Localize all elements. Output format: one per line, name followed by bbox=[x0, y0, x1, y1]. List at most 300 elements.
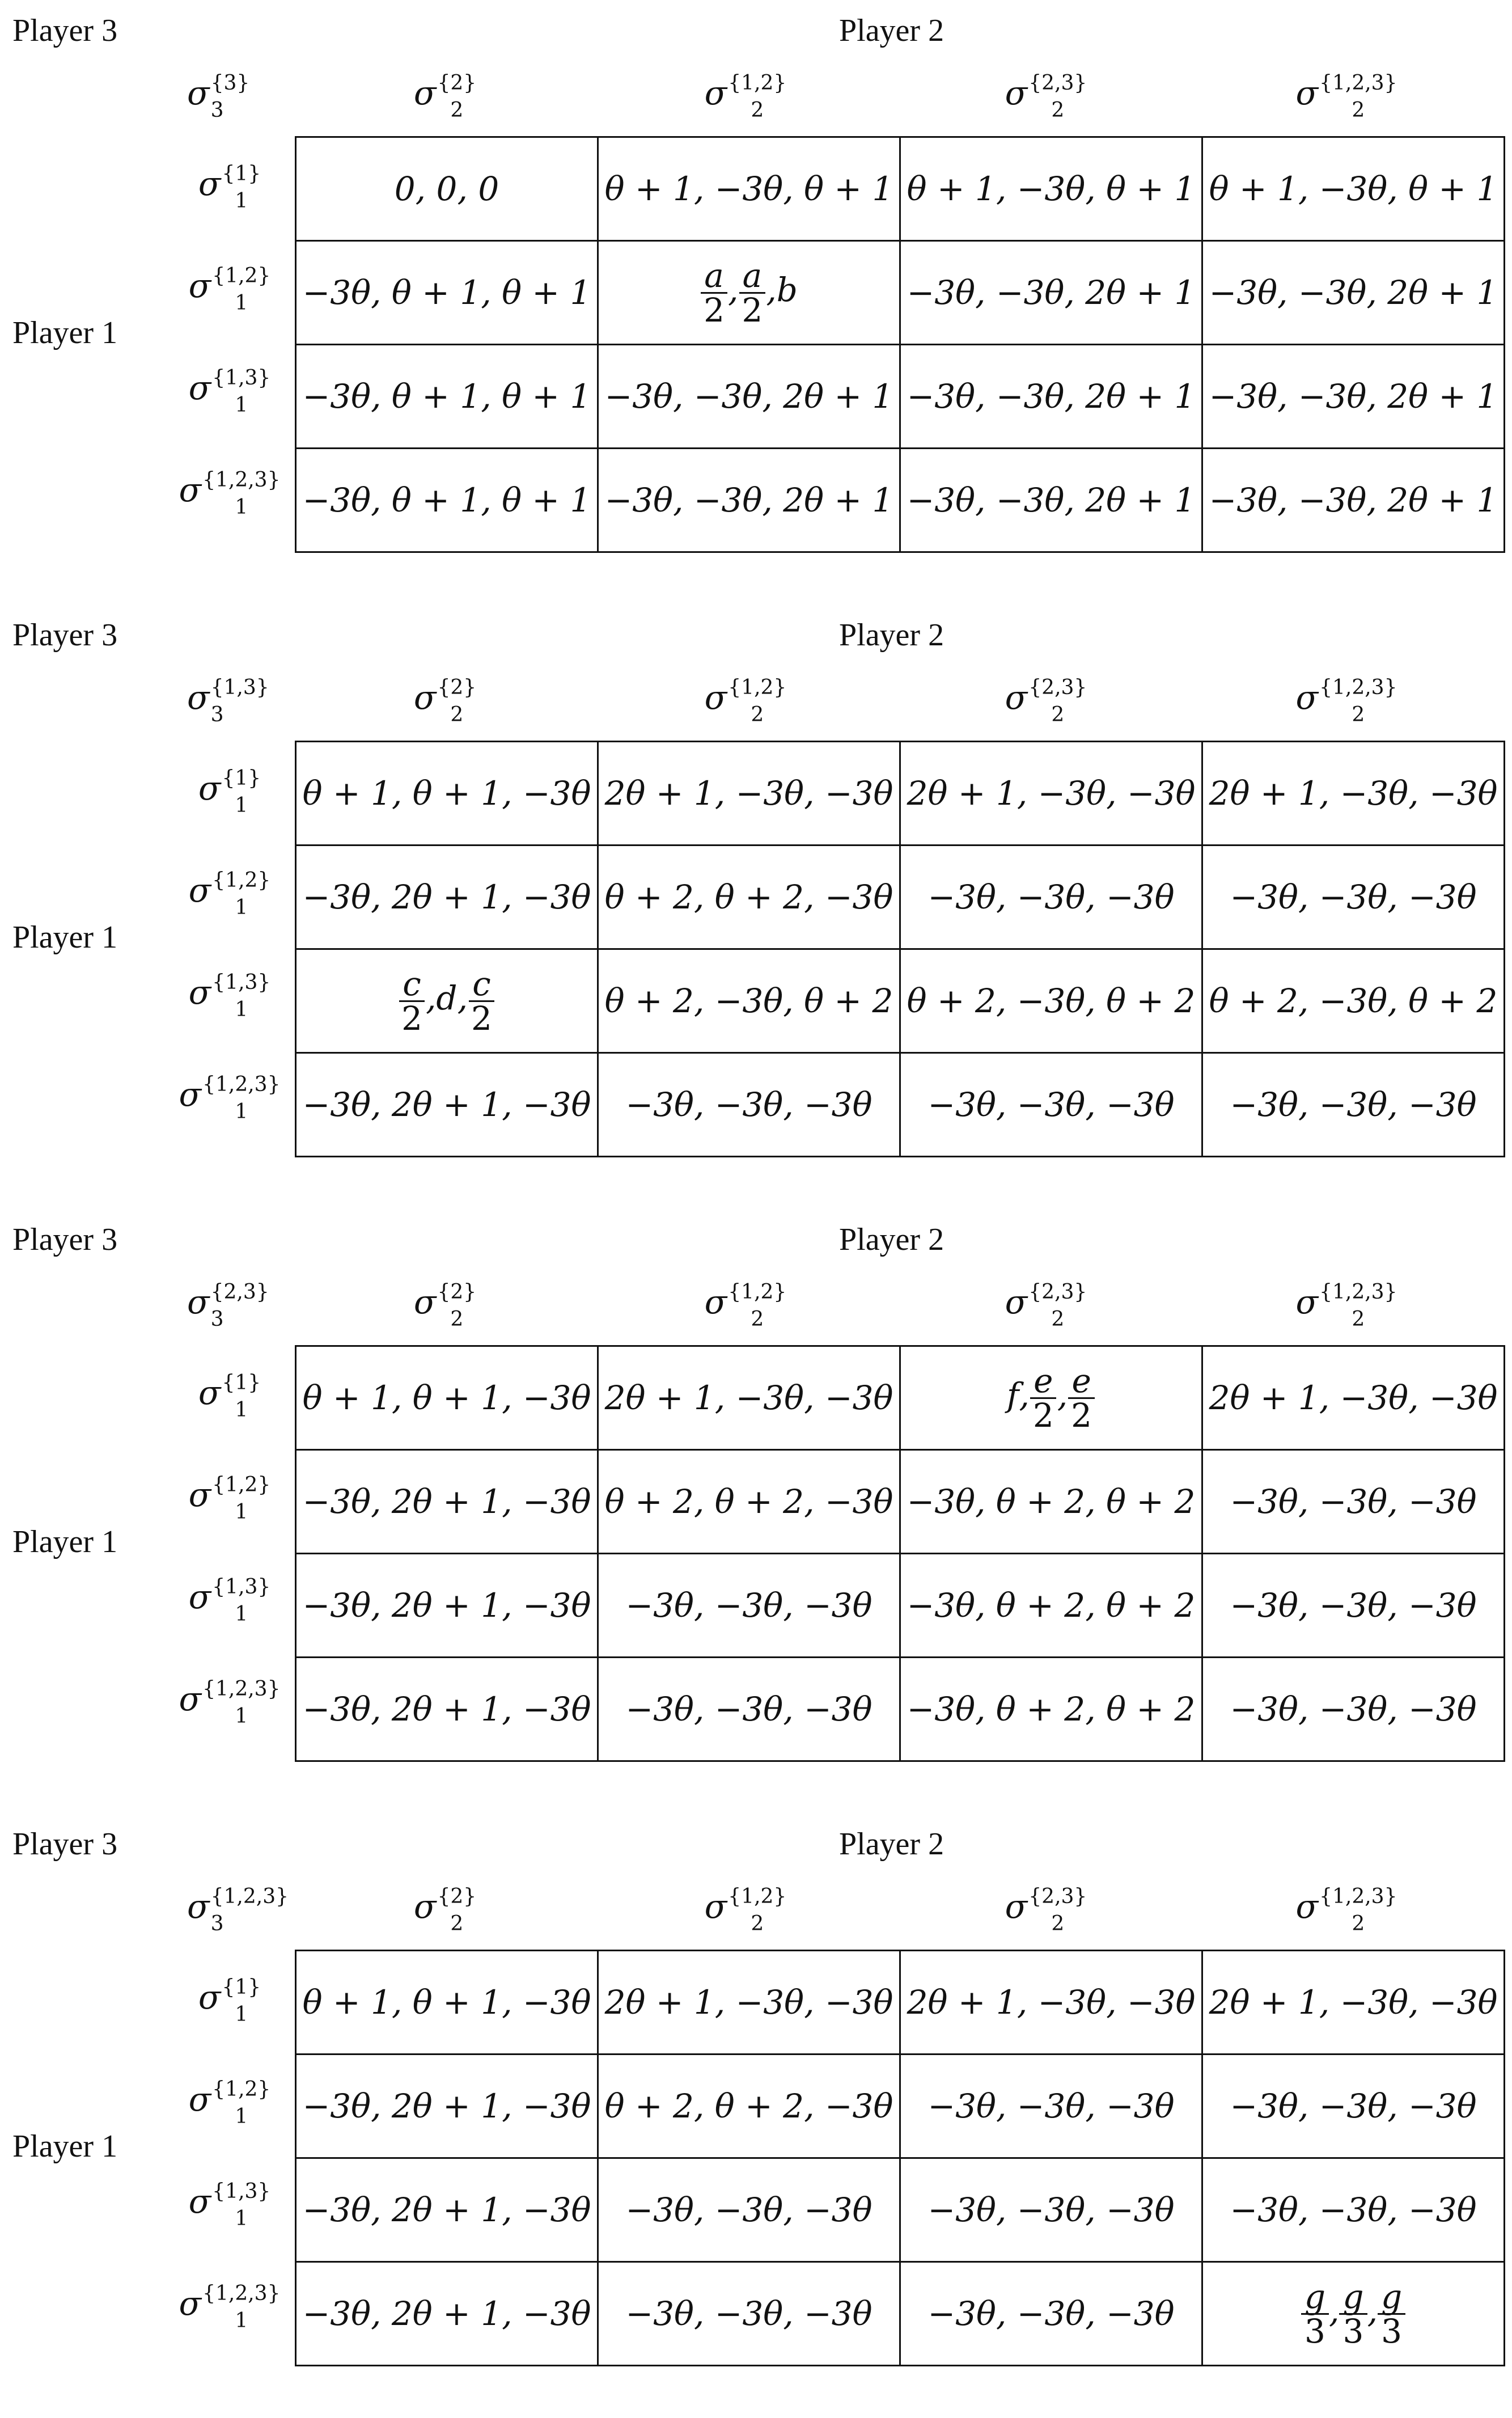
player2-strategy-symbol bbox=[704, 675, 787, 726]
sigma-symbol: σ bbox=[188, 2182, 211, 2221]
player2-strategy-header bbox=[1196, 675, 1497, 726]
player2-strategy-symbol bbox=[704, 71, 787, 122]
sigma-symbol: σ bbox=[704, 1283, 727, 1321]
fraction bbox=[398, 964, 426, 1038]
player1-strategy-symbol bbox=[179, 468, 281, 519]
sigma-symbol: σ bbox=[188, 871, 211, 910]
sigma-index bbox=[210, 71, 250, 122]
sigma-set: {3} bbox=[210, 71, 250, 95]
sigma-index bbox=[437, 71, 477, 122]
player1-strategy-header bbox=[164, 366, 295, 417]
payoff-row bbox=[296, 2262, 1505, 2366]
sigma-index bbox=[1028, 1280, 1087, 1331]
sigma-symbol: σ bbox=[1295, 678, 1319, 717]
payoff-cell: −3θ, θ + 1, θ + 1 bbox=[296, 449, 598, 552]
player2-strategy-symbol bbox=[413, 1280, 477, 1331]
sigma-player: 2 bbox=[450, 1307, 464, 1331]
payoff-cell: −3θ, 2θ + 1, −3θ bbox=[296, 846, 598, 949]
fraction-denominator: 2 bbox=[471, 999, 492, 1038]
payoff-cell: θ + 2, θ + 2, −3θ bbox=[598, 1450, 900, 1554]
player2-strategy-header bbox=[896, 71, 1196, 122]
player2-strategy-symbol bbox=[413, 675, 477, 726]
player1-strategy-header bbox=[164, 162, 295, 213]
player2-strategy-header bbox=[295, 1884, 595, 1935]
player1-strategy-header bbox=[164, 766, 295, 817]
fraction-denominator: 2 bbox=[704, 290, 725, 329]
player1-strategy-symbol bbox=[188, 2077, 271, 2128]
player2-strategy-header bbox=[595, 1884, 896, 1935]
player1-strategy-symbol bbox=[198, 1975, 261, 2026]
sigma-index bbox=[212, 366, 271, 417]
player2-strategy-header bbox=[295, 1280, 595, 1331]
fraction bbox=[700, 256, 728, 329]
sigma-player: 1 bbox=[235, 1602, 248, 1626]
sigma-player: 3 bbox=[210, 1912, 224, 1935]
payoff-cell bbox=[296, 949, 598, 1053]
sigma-symbol: σ bbox=[413, 1887, 437, 1926]
fraction bbox=[1030, 1361, 1057, 1435]
sigma-index bbox=[212, 868, 271, 919]
payoff-cell: −3θ, −3θ, −3θ bbox=[598, 1554, 900, 1658]
payoff-row bbox=[296, 1450, 1505, 1554]
sigma-player: 2 bbox=[751, 703, 764, 726]
sigma-symbol: σ bbox=[1005, 1283, 1028, 1321]
sigma-index bbox=[437, 1280, 477, 1331]
payoff-cell: 2θ + 1, −3θ, −3θ bbox=[1202, 1346, 1505, 1450]
sigma-index bbox=[222, 1975, 261, 2026]
payoff-cell: θ + 1, −3θ, θ + 1 bbox=[1202, 137, 1505, 241]
sigma-symbol: σ bbox=[188, 1476, 211, 1514]
payoff-cell: −3θ, −3θ, −3θ bbox=[900, 2055, 1202, 2158]
fraction-numerator: a bbox=[739, 259, 766, 294]
sigma-player: 1 bbox=[235, 2002, 248, 2026]
player1-strategy-header bbox=[164, 2077, 295, 2128]
payoff-cell: −3θ, −3θ, −3θ bbox=[1202, 1450, 1505, 1554]
fraction-denominator: 2 bbox=[1071, 1396, 1092, 1435]
payoff-row bbox=[296, 345, 1505, 449]
sigma-symbol: σ bbox=[187, 1283, 210, 1321]
payoff-cell: −3θ, −3θ, −3θ bbox=[598, 1658, 900, 1761]
sigma-index bbox=[202, 468, 281, 519]
sigma-symbol: σ bbox=[1005, 74, 1028, 112]
payoff-cell: −3θ, −3θ, 2θ + 1 bbox=[900, 449, 1202, 552]
fraction-denominator: 3 bbox=[1381, 2311, 1403, 2351]
player1-strategy-header bbox=[164, 1072, 295, 1123]
sigma-player: 2 bbox=[1352, 1912, 1365, 1935]
fraction bbox=[738, 256, 766, 329]
player2-label: Player 2 bbox=[839, 1222, 945, 1257]
player3-label: Player 3 bbox=[12, 618, 118, 653]
sigma-symbol: σ bbox=[1295, 1887, 1319, 1926]
payoff-term: , bbox=[766, 270, 777, 310]
sigma-set: {1,2,3} bbox=[202, 1072, 281, 1096]
payoff-cell: −3θ, −3θ, 2θ + 1 bbox=[1202, 345, 1505, 449]
payoff-term: f bbox=[1006, 1376, 1019, 1415]
payoff-cell: −3θ, −3θ, −3θ bbox=[900, 2158, 1202, 2262]
player2-strategy-symbol bbox=[1295, 1280, 1397, 1331]
payoff-cell: 2θ + 1, −3θ, −3θ bbox=[598, 742, 900, 846]
payoff-term: , bbox=[425, 979, 437, 1018]
player2-strategy-header bbox=[1196, 1280, 1497, 1331]
payoff-cell: θ + 2, −3θ, θ + 2 bbox=[598, 949, 900, 1053]
payoff-cell: θ + 2, θ + 2, −3θ bbox=[598, 2055, 900, 2158]
sigma-player: 1 bbox=[235, 2309, 248, 2332]
sigma-index bbox=[210, 1280, 269, 1331]
sigma-player: 3 bbox=[210, 703, 224, 726]
sigma-index bbox=[222, 766, 261, 817]
payoff-row bbox=[296, 1951, 1505, 2055]
payoff-cell: −3θ, −3θ, −3θ bbox=[900, 2262, 1202, 2366]
sigma-set: {1,3} bbox=[212, 2179, 271, 2203]
sigma-set: {1,2} bbox=[728, 1280, 787, 1304]
player1-strategy-symbol bbox=[198, 766, 261, 817]
payoff-row bbox=[296, 1346, 1505, 1450]
fraction-numerator: a bbox=[701, 259, 727, 294]
payoff-row bbox=[296, 949, 1505, 1053]
payoff-row bbox=[296, 1658, 1505, 1761]
sigma-player: 2 bbox=[751, 1912, 764, 1935]
player2-strategy-symbol bbox=[413, 71, 477, 122]
payoff-cell: θ + 1, θ + 1, −3θ bbox=[296, 742, 598, 846]
sigma-set: {2,3} bbox=[1028, 675, 1087, 699]
payoff-term: , bbox=[1367, 2292, 1378, 2331]
sigma-symbol: σ bbox=[1005, 1887, 1028, 1926]
player3-strategy bbox=[187, 1280, 269, 1331]
sigma-player: 1 bbox=[235, 1100, 248, 1123]
sigma-player: 2 bbox=[450, 98, 464, 122]
payoff-cell: −3θ, θ + 1, θ + 1 bbox=[296, 241, 598, 345]
payoff-matrix bbox=[295, 1345, 1505, 1762]
payoff-cell: −3θ, −3θ, 2θ + 1 bbox=[1202, 241, 1505, 345]
fraction-denominator: 2 bbox=[401, 999, 422, 1038]
payoff-row bbox=[296, 742, 1505, 846]
sigma-symbol: σ bbox=[187, 678, 210, 717]
sigma-index bbox=[210, 1884, 289, 1935]
sigma-set: {2} bbox=[437, 71, 477, 95]
player1-strategy-header bbox=[164, 1473, 295, 1524]
payoff-cell bbox=[598, 241, 900, 345]
payoff-matrix bbox=[295, 136, 1505, 553]
sigma-index bbox=[1319, 675, 1397, 726]
player1-strategy-symbol bbox=[179, 1072, 281, 1123]
sigma-set: {1,2,3} bbox=[1319, 1280, 1397, 1304]
sigma-symbol: σ bbox=[198, 1978, 221, 2017]
player2-strategy-header bbox=[896, 1280, 1196, 1331]
sigma-player: 2 bbox=[1051, 98, 1065, 122]
payoff-cell: −3θ, −3θ, 2θ + 1 bbox=[900, 241, 1202, 345]
payoff-cell: 2θ + 1, −3θ, −3θ bbox=[900, 1951, 1202, 2055]
sigma-index bbox=[202, 2281, 281, 2332]
player1-label: Player 1 bbox=[12, 920, 118, 955]
payoff-cell: −3θ, 2θ + 1, −3θ bbox=[296, 1658, 598, 1761]
payoff-term: , bbox=[727, 270, 739, 310]
player1-label: Player 1 bbox=[12, 315, 118, 350]
fraction-denominator: 3 bbox=[1342, 2311, 1364, 2351]
player3-strategy bbox=[187, 675, 269, 726]
player1-strategy-header bbox=[164, 1575, 295, 1626]
payoff-cell: −3θ, 2θ + 1, −3θ bbox=[296, 1554, 598, 1658]
player3-strategy bbox=[187, 1884, 289, 1935]
player1-strategy-header bbox=[164, 1371, 295, 1422]
player1-strategy-header bbox=[164, 2179, 295, 2230]
payoff-cell: −3θ, −3θ, 2θ + 1 bbox=[598, 345, 900, 449]
sigma-index bbox=[437, 675, 477, 726]
payoff-cell: 2θ + 1, −3θ, −3θ bbox=[900, 742, 1202, 846]
sigma-player: 1 bbox=[235, 1398, 248, 1422]
payoff-cell: 2θ + 1, −3θ, −3θ bbox=[598, 1951, 900, 2055]
sigma-index bbox=[728, 71, 787, 122]
sigma-player: 1 bbox=[235, 393, 248, 417]
player2-strategy-symbol bbox=[1295, 675, 1397, 726]
payoff-row bbox=[296, 1554, 1505, 1658]
player2-label: Player 2 bbox=[839, 618, 945, 653]
payoff-term: , bbox=[1019, 1376, 1030, 1415]
sigma-player: 2 bbox=[751, 98, 764, 122]
sigma-set: {1,2,3} bbox=[202, 1677, 281, 1701]
payoff-cell: 2θ + 1, −3θ, −3θ bbox=[598, 1346, 900, 1450]
payoff-cell: θ + 2, θ + 2, −3θ bbox=[598, 846, 900, 949]
payoff-cell: −3θ, 2θ + 1, −3θ bbox=[296, 1450, 598, 1554]
sigma-index bbox=[212, 1473, 271, 1524]
payoff-table-block bbox=[0, 0, 1512, 604]
payoff-row bbox=[296, 241, 1505, 345]
sigma-symbol: σ bbox=[1295, 1283, 1319, 1321]
player2-strategy-header bbox=[1196, 1884, 1497, 1935]
sigma-symbol: σ bbox=[704, 678, 727, 717]
payoff-term: , bbox=[1057, 1376, 1068, 1415]
player2-strategy-symbol bbox=[1295, 71, 1397, 122]
sigma-set: {1,2} bbox=[728, 71, 787, 95]
player1-strategy-header bbox=[164, 2281, 295, 2332]
sigma-symbol: σ bbox=[188, 1578, 211, 1616]
sigma-index bbox=[212, 2179, 271, 2230]
sigma-set: {1,2,3} bbox=[1319, 1884, 1397, 1908]
payoff-cell: 2θ + 1, −3θ, −3θ bbox=[1202, 1951, 1505, 2055]
sigma-set: {1} bbox=[222, 1975, 261, 1999]
fraction-denominator: 3 bbox=[1304, 2311, 1325, 2351]
sigma-index bbox=[1028, 71, 1087, 122]
payoff-cell bbox=[900, 1346, 1202, 1450]
sigma-symbol: σ bbox=[1005, 678, 1028, 717]
player2-strategy-header bbox=[295, 71, 595, 122]
player2-strategy-header bbox=[595, 71, 896, 122]
fraction bbox=[1339, 2277, 1367, 2351]
sigma-set: {2,3} bbox=[210, 1280, 269, 1304]
player1-strategy-header bbox=[164, 1677, 295, 1728]
player3-label: Player 3 bbox=[12, 1222, 118, 1257]
player2-strategy-header bbox=[295, 675, 595, 726]
player1-strategy-symbol bbox=[188, 366, 271, 417]
sigma-symbol: σ bbox=[704, 74, 727, 112]
sigma-player: 1 bbox=[235, 495, 248, 519]
player1-strategy-symbol bbox=[188, 264, 271, 315]
payoff-matrix bbox=[295, 1950, 1505, 2366]
sigma-player: 1 bbox=[235, 895, 248, 919]
player2-strategy-symbol bbox=[1005, 675, 1087, 726]
player2-strategy-symbol bbox=[413, 1884, 477, 1935]
sigma-set: {1} bbox=[222, 162, 261, 185]
sigma-set: {1,2} bbox=[212, 868, 271, 892]
sigma-player: 1 bbox=[235, 793, 248, 817]
player3-strategy bbox=[187, 71, 250, 122]
fraction-numerator: c bbox=[399, 967, 424, 1002]
sigma-player: 2 bbox=[1352, 98, 1365, 122]
player1-strategy-symbol bbox=[198, 1371, 261, 1422]
player2-label: Player 2 bbox=[839, 13, 945, 48]
payoff-term: , bbox=[457, 979, 468, 1018]
sigma-player: 2 bbox=[1352, 1307, 1365, 1331]
payoff-cell: −3θ, −3θ, −3θ bbox=[1202, 1053, 1505, 1157]
sigma-set: {2,3} bbox=[1028, 1884, 1087, 1908]
payoff-term: b bbox=[776, 270, 798, 310]
sigma-set: {1,2} bbox=[728, 675, 787, 699]
player3-label: Player 3 bbox=[12, 13, 118, 48]
sigma-set: {1,3} bbox=[210, 675, 269, 699]
payoff-term: d bbox=[436, 979, 458, 1018]
payoff-row bbox=[296, 1053, 1505, 1157]
sigma-index bbox=[1028, 675, 1087, 726]
payoff-cell: 2θ + 1, −3θ, −3θ bbox=[1202, 742, 1505, 846]
fraction-numerator: g bbox=[1339, 2280, 1367, 2315]
sigma-index bbox=[728, 1280, 787, 1331]
sigma-symbol: σ bbox=[188, 973, 211, 1012]
sigma-symbol: σ bbox=[179, 2284, 202, 2323]
sigma-set: {1} bbox=[222, 766, 261, 790]
payoff-cell: −3θ, −3θ, −3θ bbox=[598, 2262, 900, 2366]
sigma-symbol: σ bbox=[179, 471, 202, 509]
player2-strategy-symbol bbox=[1005, 1884, 1087, 1935]
sigma-set: {1,2,3} bbox=[1319, 675, 1397, 699]
payoff-cell: −3θ, θ + 2, θ + 2 bbox=[900, 1554, 1202, 1658]
sigma-symbol: σ bbox=[704, 1887, 727, 1926]
sigma-set: {1,2,3} bbox=[202, 468, 281, 492]
sigma-symbol: σ bbox=[187, 1887, 210, 1926]
payoff-row bbox=[296, 846, 1505, 949]
player2-strategy-header bbox=[896, 675, 1196, 726]
sigma-set: {2} bbox=[437, 675, 477, 699]
sigma-symbol: σ bbox=[188, 2080, 211, 2119]
sigma-player: 1 bbox=[235, 997, 248, 1021]
sigma-player: 2 bbox=[450, 703, 464, 726]
sigma-player: 1 bbox=[235, 291, 248, 315]
player1-strategy-symbol bbox=[179, 1677, 281, 1728]
payoff-cell: −3θ, −3θ, −3θ bbox=[1202, 846, 1505, 949]
player1-strategy-header bbox=[164, 468, 295, 519]
payoff-cell: −3θ, −3θ, −3θ bbox=[900, 1053, 1202, 1157]
sigma-symbol: σ bbox=[179, 1075, 202, 1114]
sigma-player: 2 bbox=[1051, 1912, 1065, 1935]
player2-strategy-symbol bbox=[1005, 1280, 1087, 1331]
sigma-index bbox=[212, 264, 271, 315]
sigma-player: 3 bbox=[210, 98, 224, 122]
payoff-term: , bbox=[1328, 2292, 1340, 2331]
sigma-symbol: σ bbox=[198, 164, 221, 203]
payoff-cell: −3θ, −3θ, 2θ + 1 bbox=[598, 449, 900, 552]
payoff-cell: −3θ, 2θ + 1, −3θ bbox=[296, 2262, 598, 2366]
sigma-player: 1 bbox=[235, 2104, 248, 2128]
payoff-cell: −3θ, −3θ, −3θ bbox=[900, 846, 1202, 949]
payoff-cell: −3θ, 2θ + 1, −3θ bbox=[296, 2055, 598, 2158]
sigma-set: {1,3} bbox=[212, 1575, 271, 1599]
sigma-set: {1,2} bbox=[212, 2077, 271, 2101]
sigma-index bbox=[728, 1884, 787, 1935]
player2-strategy-symbol bbox=[1005, 71, 1087, 122]
payoff-cell: −3θ, −3θ, 2θ + 1 bbox=[900, 345, 1202, 449]
payoff-cell: θ + 2, −3θ, θ + 2 bbox=[1202, 949, 1505, 1053]
player1-strategy-symbol bbox=[188, 868, 271, 919]
sigma-symbol: σ bbox=[187, 74, 210, 112]
payoff-cell: −3θ, θ + 1, θ + 1 bbox=[296, 345, 598, 449]
sigma-index bbox=[202, 1072, 281, 1123]
player2-strategy-header bbox=[595, 1280, 896, 1331]
payoff-cell: θ + 1, θ + 1, −3θ bbox=[296, 1346, 598, 1450]
sigma-index bbox=[202, 1677, 281, 1728]
payoff-cell: −3θ, θ + 2, θ + 2 bbox=[900, 1658, 1202, 1761]
fraction bbox=[468, 964, 495, 1038]
sigma-index bbox=[212, 970, 271, 1021]
fraction-numerator: g bbox=[1378, 2280, 1405, 2315]
sigma-set: {1,2,3} bbox=[210, 1884, 289, 1908]
player1-label: Player 1 bbox=[12, 2129, 118, 2164]
sigma-set: {1,2} bbox=[212, 264, 271, 288]
sigma-player: 1 bbox=[235, 2206, 248, 2230]
sigma-player: 1 bbox=[235, 1500, 248, 1524]
fraction-numerator: g bbox=[1301, 2280, 1329, 2315]
sigma-symbol: σ bbox=[179, 1680, 202, 1718]
payoff-cell: −3θ, −3θ, −3θ bbox=[1202, 1658, 1505, 1761]
player3-strategy-symbol bbox=[187, 675, 269, 726]
payoff-cell: 0, 0, 0 bbox=[296, 137, 598, 241]
sigma-set: {1,2} bbox=[728, 1884, 787, 1908]
payoff-cell: −3θ, −3θ, −3θ bbox=[598, 2158, 900, 2262]
fraction bbox=[1378, 2277, 1405, 2351]
player1-strategy-symbol bbox=[179, 2281, 281, 2332]
sigma-symbol: σ bbox=[188, 369, 211, 407]
player1-strategy-symbol bbox=[188, 2179, 271, 2230]
fraction bbox=[1301, 2277, 1329, 2351]
payoff-cell: −3θ, −3θ, −3θ bbox=[1202, 1554, 1505, 1658]
sigma-index bbox=[1319, 1884, 1397, 1935]
payoff-table-block bbox=[0, 604, 1512, 1209]
player1-strategy-header bbox=[164, 970, 295, 1021]
payoff-cell: −3θ, −3θ, −3θ bbox=[598, 1053, 900, 1157]
payoff-table-block bbox=[0, 1209, 1512, 1813]
player1-strategy-symbol bbox=[198, 162, 261, 213]
sigma-player: 3 bbox=[210, 1307, 224, 1331]
fraction-numerator: e bbox=[1068, 1364, 1094, 1399]
fraction-denominator: 2 bbox=[1032, 1396, 1054, 1435]
player1-strategy-header bbox=[164, 868, 295, 919]
fraction-denominator: 2 bbox=[742, 290, 763, 329]
sigma-symbol: σ bbox=[1295, 74, 1319, 112]
payoff-cell: −3θ, 2θ + 1, −3θ bbox=[296, 2158, 598, 2262]
player2-strategy-symbol bbox=[1295, 1884, 1397, 1935]
payoff-cell: θ + 1, −3θ, θ + 1 bbox=[900, 137, 1202, 241]
payoff-row bbox=[296, 2158, 1505, 2262]
payoff-row bbox=[296, 2055, 1505, 2158]
sigma-index bbox=[437, 1884, 477, 1935]
sigma-set: {2,3} bbox=[1028, 71, 1087, 95]
sigma-set: {2} bbox=[437, 1884, 477, 1908]
player1-strategy-header bbox=[164, 1975, 295, 2026]
sigma-symbol: σ bbox=[413, 678, 437, 717]
sigma-index bbox=[210, 675, 269, 726]
sigma-index bbox=[222, 162, 261, 213]
sigma-set: {1,3} bbox=[212, 970, 271, 994]
payoff-cell: −3θ, −3θ, −3θ bbox=[1202, 2055, 1505, 2158]
sigma-set: {2} bbox=[437, 1280, 477, 1304]
sigma-player: 2 bbox=[751, 1307, 764, 1331]
